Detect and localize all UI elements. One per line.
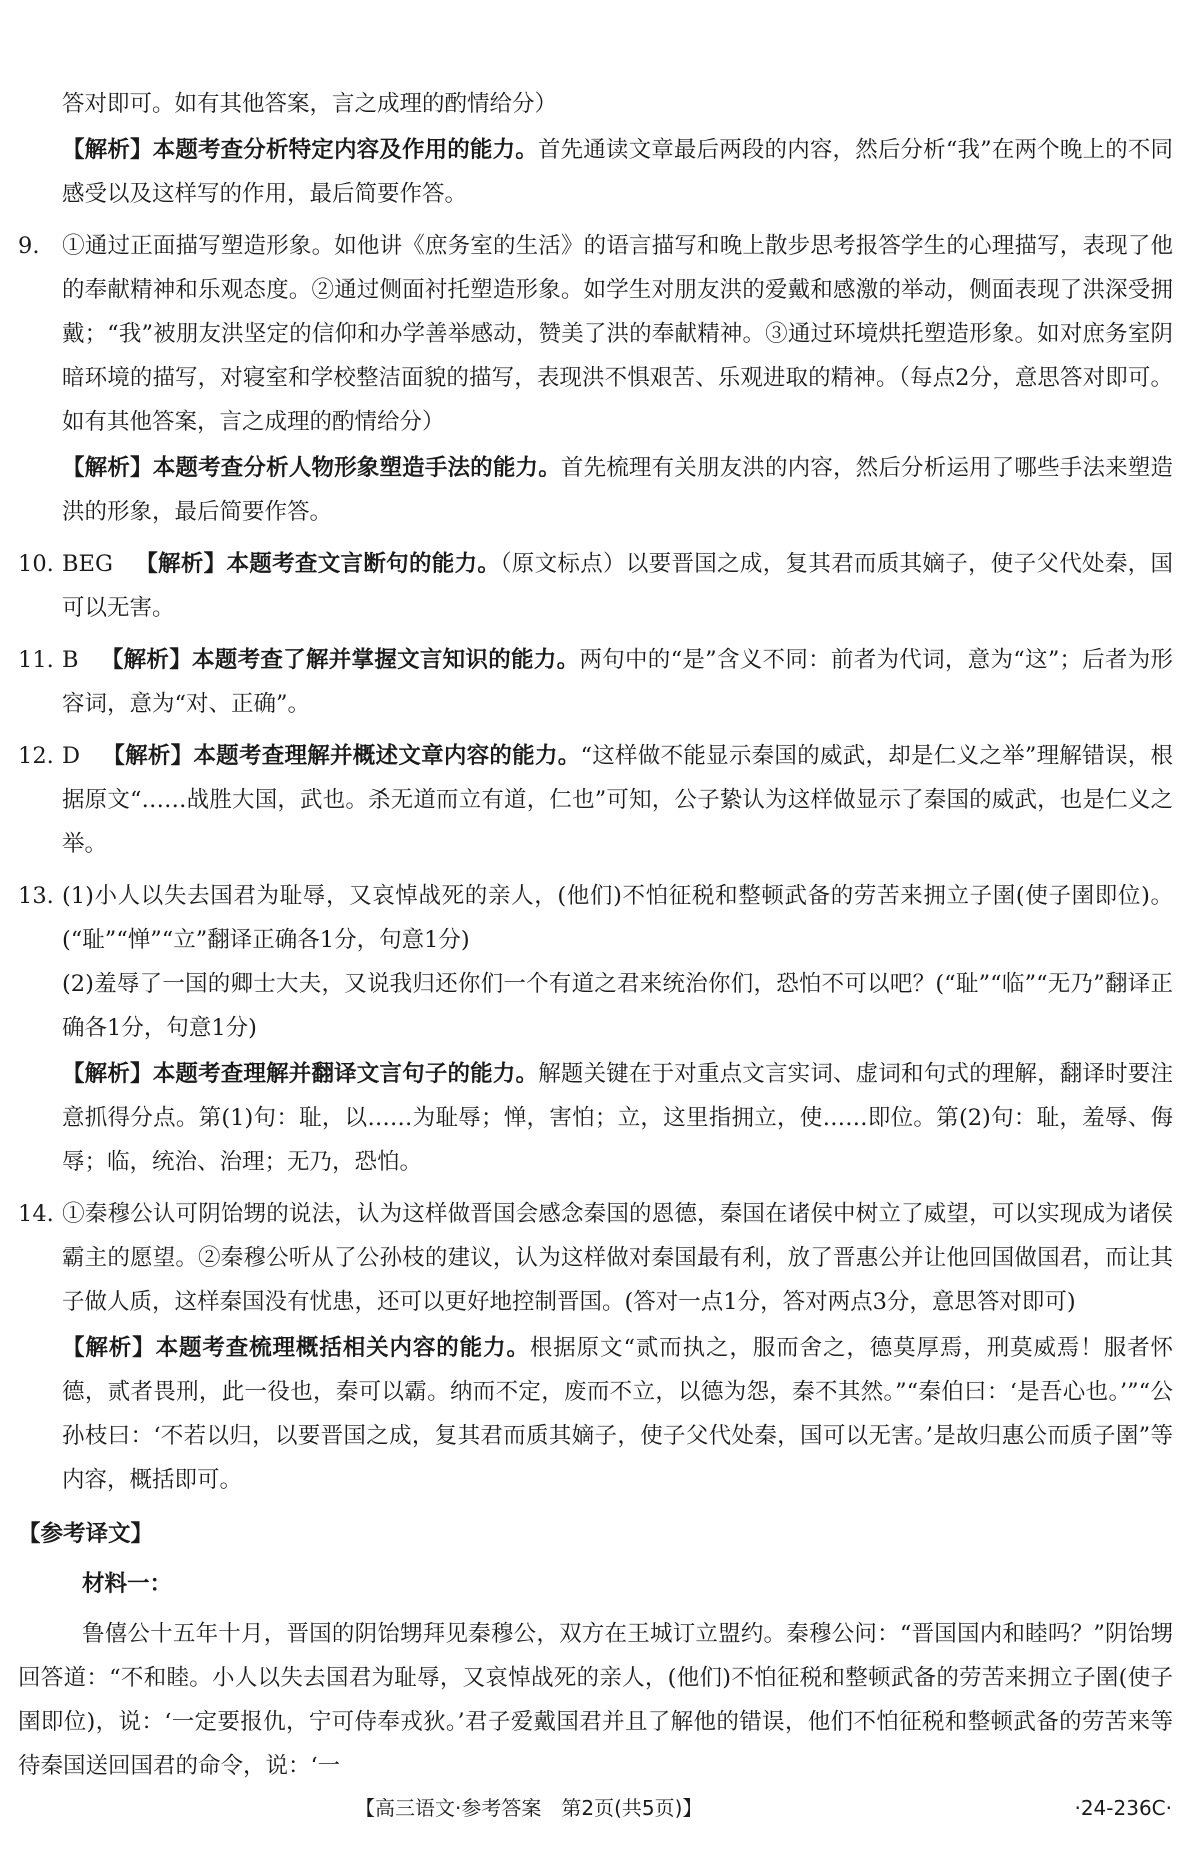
answer-choice: D <box>62 743 81 769</box>
analysis-lead: 本题考查分析人物形象塑造手法的能力。 <box>152 455 561 481</box>
analysis-tag: 【解析】 <box>62 1061 153 1087</box>
question-10-answer <box>18 542 1173 630</box>
question-number: 10. <box>18 551 54 577</box>
question-9-analysis <box>18 446 1173 534</box>
answer-choice: B <box>62 647 79 673</box>
analysis-tag: 【解析】 <box>62 137 153 163</box>
answer-text: ①秦穆公认可阴饴甥的说法，认为这样做晋国会感念秦国的恩德，秦国在诸侯中树立了威望，可以实现成为诸侯霸主的愿望。②秦穆公听从了公孙枝的建议，认为这样做对秦国最有利，放了晋惠公并让他回国做国君，而让其子做人质，这样秦国没有忧患，还可以更好地控制晋国。(答对一点1分，答对两点3分，意思答对即可) <box>62 1201 1173 1315</box>
analysis-tag: 【解析】 <box>62 1335 156 1361</box>
reference-translation-heading: 【参考译文】 <box>18 1521 154 1547</box>
analysis-tag: 【解析】 <box>100 647 192 673</box>
analysis-lead: 本题考查文言断句的能力。 <box>226 551 501 577</box>
analysis-lead: 本题考查了解并掌握文言知识的能力。 <box>192 647 580 673</box>
page-footer <box>0 1788 1200 1828</box>
analysis-lead: 本题考查理解并翻译文言句子的能力。 <box>152 1061 539 1087</box>
translation-paragraph: 鲁僖公十五年十月，晋国的阴饴甥拜见秦穆公，双方在王城订立盟约。秦穆公问：“晋国国内和睦吗？”阴饴甥回答道：“不和睦。小人以失去国君为耻辱，又哀悼战死的亲人，(他们)不怕征税和整顿武备的劳苦来拥立子圉(使子圉即位)，说：‘一定要报仇，宁可侍奉戎狄。’君子爱戴国君并且了解他的错误，他们不怕征税和整顿武备的劳苦来等待秦国送回国君的命令，说：‘一 <box>18 1621 1173 1779</box>
answer-text: (1)小人以失去国君为耻辱，又哀悼战死的亲人，(他们)不怕征税和整顿武备的劳苦来拥立子圉(使子圉即位)。(“耻”“惮”“立”翻译正确各1分，句意1分) <box>62 883 1173 953</box>
question-number: 9. <box>18 233 40 259</box>
question-number: 13. <box>18 883 54 909</box>
question-13-answer-part2: (2)羞辱了一国的卿士大夫，又说我归还你们一个有道之君来统治你们，恐怕不可以吧？(“耻”“临”“无乃”翻译正确各1分，句意1分) <box>62 971 1173 1041</box>
q8-answer-continuation: 答对即可。如有其他答案，言之成理的酌情给分） <box>62 91 558 117</box>
question-14-answer <box>18 1192 1173 1324</box>
q8-analysis <box>18 128 1173 216</box>
analysis-lead: 本题考查梳理概括相关内容的能力。 <box>155 1335 530 1361</box>
analysis-lead: 本题考查理解并概述文章内容的能力。 <box>193 743 581 769</box>
analysis-tag: 【解析】 <box>102 743 194 769</box>
analysis-text: 根据原文“贰而执之，服而舍之，德莫厚焉，刑莫威焉！服者怀德，贰者畏刑，此一役也，秦可以霸。纳而不定，废而不立，以德为怨，秦不其然。”“秦伯曰：‘是吾心也。’”“公孙枝曰：‘不若以归，以要晋国之成，复其君而质其嫡子，使子父代处秦，国可以无害。’是故归惠公而质子圉”等内容，概括即可。 <box>62 1335 1173 1493</box>
analysis-text: “这样做不能显示秦国的威武，却是仁义之举”理解错误，根据原文“……战胜大国，武也。杀无道而立有道，仁也”可知，公子絷认为这样做显示了秦国的威武，也是仁义之举。 <box>62 743 1173 857</box>
question-13-analysis <box>18 1052 1173 1184</box>
analysis-tag: 【解析】 <box>134 551 227 577</box>
analysis-text: 首先梳理有关朋友洪的内容，然后分析运用了哪些手法来塑造洪的形象，最后简要作答。 <box>62 455 1173 525</box>
material-1-label: 材料一： <box>82 1571 173 1597</box>
question-11-answer <box>18 638 1173 726</box>
question-14-analysis <box>18 1326 1173 1502</box>
question-number: 11. <box>18 647 54 673</box>
answer-choice: BEG <box>62 551 113 577</box>
analysis-text: 首先通读文章最后两段的内容，然后分析“我”在两个晚上的不同感受以及这样写的作用，最后简要作答。 <box>62 137 1173 207</box>
footer-page-info: 【高三语文·参考答案 第2页(共5页)】 <box>355 1796 703 1820</box>
footer-code: ·24-236C· <box>1074 1796 1172 1820</box>
question-number: 14. <box>18 1201 54 1227</box>
question-9-answer <box>18 224 1173 444</box>
analysis-text: 解题关键在于对重点文言实词、虚词和句式的理解，翻译时要注意抓得分点。第(1)句：耻，以……为耻辱；惮，害怕；立，这里指拥立，使……即位。第(2)句：耻，羞辱、侮辱；临，统治、治理；无乃，恐怕。 <box>62 1061 1173 1175</box>
analysis-text: 两句中的“是”含义不同：前者为代词，意为“这”；后者为形容词，意为“对、正确”。 <box>62 647 1173 717</box>
answer-content <box>18 82 1173 1788</box>
analysis-tag: 【解析】 <box>62 455 153 481</box>
analysis-lead: 本题考查分析特定内容及作用的能力。 <box>152 137 538 163</box>
question-13-answer-part1 <box>18 874 1173 962</box>
question-number: 12. <box>18 743 54 769</box>
question-12-answer <box>18 734 1173 866</box>
analysis-text: （原文标点）以要晋国之成，复其君而质其嫡子，使子父代处秦，国可以无害。 <box>62 551 1173 621</box>
answer-text: ①通过正面描写塑造形象。如他讲《庶务室的生活》的语言描写和晚上散步思考报答学生的心理描写，表现了他的奉献精神和乐观态度。②通过侧面衬托塑造形象。如学生对朋友洪的爱戴和感激的举动，侧面表现了洪深受拥戴；“我”被朋友洪坚定的信仰和办学善举感动，赞美了洪的奉献精神。③通过环境烘托塑造形象。如对庶务室阴暗环境的描写，对寝室和学校整洁面貌的描写，表现洪不惧艰苦、乐观进取的精神。（每点2分，意思答对即可。如有其他答案，言之成理的酌情给分） <box>62 233 1173 435</box>
